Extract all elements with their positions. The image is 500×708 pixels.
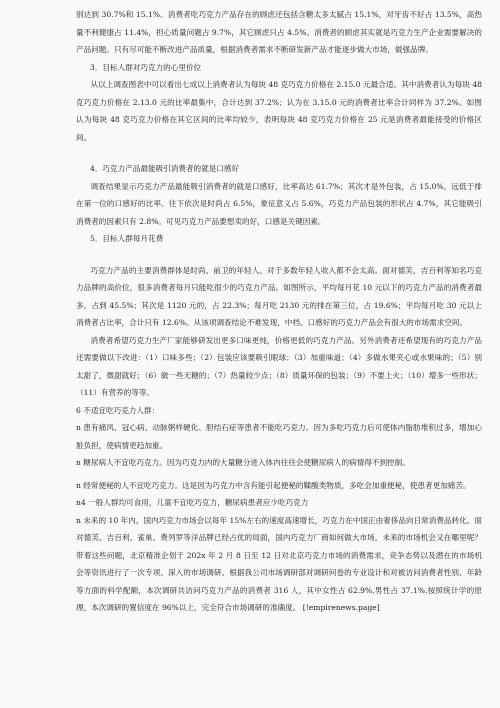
section-heading-taste: 4．巧克力产品最能吸引消费者的就是口感好 bbox=[90, 164, 240, 173]
paragraph-taste: 调查结果显示巧克力产品最能吸引消费者的就是口感好，比率高达 61.7%；其次才是外包装，占 15.0%，远低于排在第一位的口感好的比率。往下依次是时尚占 6.5%，象征意义占 5.6%，巧克力产品包装的形状占 4.7%，其它能吸引消费者的因素只有 2.8%。可见巧克力产品要想卖的好，口感是关键因素。 bbox=[76, 181, 482, 226]
list-item: n 患有痛风、冠心病、动脉粥样硬化、胆结石症等患者不能吃巧克力。因为多吃巧克力后可使体内脂肪堆积过多，增加心脏负担，使病情更趋加重。 bbox=[76, 423, 482, 450]
section-heading-price: 3．目标人群对巧克力的心里价位 bbox=[90, 62, 202, 72]
paragraph-price: 从以上调查图表中可以看出七成以上消费者认为每块 48 克巧克力价格在 2.15.0 元最合适。其中消费者认为每块 48 克巧克力价格在 2.13.0 元的比率最集中，合计达到 37.2%；认为在 3.15.0 元的消费者比率合计同样为 37.2%。如图认为每块 48 克巧克力价格在其它区间的比率均较少，表明每块 48 克巧克力价格在 25 元是消费者最能接受的价格区间。 bbox=[76, 80, 482, 142]
paragraph-spending: 巧克力产品的主要消费群体是时尚、前卫的年轻人。对于多数年轻人收入都不会太高。面对德芙、吉百利等知名巧克力品牌的高价位，很多消费者每月只能吃很少的巧克力产品。如图所示，平均每月花 10 元以下的巧克力产品的消费者最多，占到 45.5%；其次是 1120 元的，占 22.3%；每月吃 2130 元的排在第三位，占 19.6%；平均每月吃 30 元以上消费者占比率，合计只有 12.6%。从该项调查结论不难发现，中档、口感好的巧克力产品会有很大的市场需求空间。 bbox=[76, 265, 482, 327]
list-heading-unsuitable: 6 不适宜吃巧克力人群： bbox=[76, 405, 160, 415]
paragraph-market-research: n 未来的 10 年内，国内巧克力市场会以每年 15%左右的速度高速增长，巧克力在中国正由奢侈品向日常消费品转化。面对德芙、吉百利、雀巢、费列罗等洋品牌已经占优的局面，国内巧克力厂商如何做大市场，未来的市场机会又在哪里呢？带着这些问题，北京精准企划于 202x 年 2 月 8 日至 12 日对北京巧克力市场的消费需求，竞争态势以及潜在的市场机会等资讯进行了一次专项、深入的市场调研。根据我公司市场调研部对调研问卷的专业设计和对被访问消费者性别、年龄等方面的科学配额，本次调研共访问巧克力产品的消费者 316 人，其中女性占 62.9%,男性占 37.1%.按照统计学的原理，本次调研的置信度在 96%以上，完全符合市场调研的准确度。 [!empirenews.page] bbox=[76, 515, 482, 612]
list-item: n 经常便秘的人不宜吃巧克力。这是因为巧克力中含有能引起便秘的鞣酸类物质，多吃会加重便秘，使患者更加痛苦。 bbox=[76, 480, 471, 490]
paragraph-improvements: 消费者希望巧克力生产厂家能够研发出更多口味更纯，价格更低的巧克力产品。另外消费者还希望现有的巧克力产品还需要做以下改进：（1）口味多些；（2）包装应该要吸引眼球；（3）加重味道；（4）多做水果夹心或水果味的；（5）别太甜了，微甜就好；（6）做一些无糖的；（7）热量较少点；（8）质量环保的包装；（9）不要上火；（10）增多一些形状；（11）有营养的等等。 bbox=[76, 335, 482, 397]
spacer bbox=[76, 248, 482, 262]
list-item: n4 一般人群均可食用，儿童不宜吃巧克力，糖尿病患者应少吃巧克力 bbox=[76, 498, 309, 507]
section-heading-spending: 5．目标人群每月花费 bbox=[90, 234, 164, 243]
list-item: n 糖尿病人不宜吃巧克力。因为巧克力内的大量糖分进入体内往往会使糖尿病人的病情得不到控制。 bbox=[76, 458, 410, 467]
spacer bbox=[76, 146, 482, 160]
paragraph-concerns: 别达到 30.7%和 15.1%。消费者吃巧克力产品存在的顾虑还包括含糖太多太腻占 15.1%，对牙齿不好占 13.5%，高热量不利健康占 11.4%，担心质量问题占 9.7%，其它顾虑只占 4.5%。消费者的顾虑其实就是巧克力生产企业需要解决的产品问题。只有尽可能不断改进产品质量，根据消费者需求不断研发新产品才能逐步做大市场，做强品牌。 bbox=[76, 10, 482, 54]
